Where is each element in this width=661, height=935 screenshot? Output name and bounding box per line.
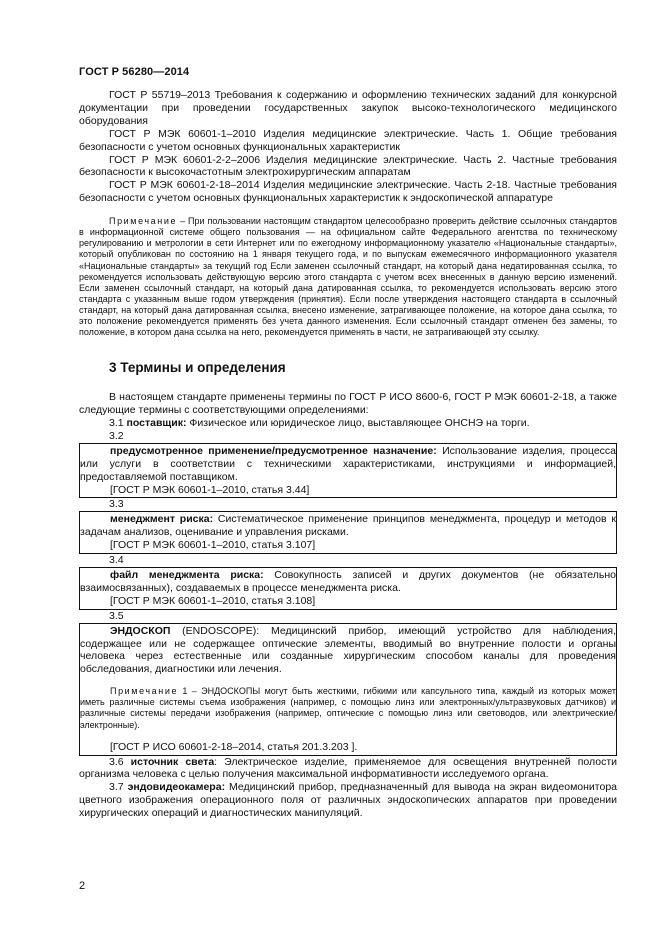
note-label: Примечание — [109, 216, 178, 227]
references-note — [79, 216, 617, 338]
section-intro: В настоящем стандарте применены термины по ГОСТ Р ИСО 8600-6, ГОСТ Р МЭК 60601-2-18, а также следующие термины с соответствующими определениями: — [79, 391, 617, 417]
term-number: 3.3 — [109, 498, 124, 511]
term-source: [ГОСТ Р МЭК 60601-1–2010, статья 3.108] — [110, 594, 316, 607]
term-source: [ГОСТ Р ИСО 60601-2-18–2014, статья 201.3.203 ]. — [110, 740, 358, 753]
term-note — [80, 686, 616, 730]
term-name: предусмотренное применение/предусмотренное назначение: — [110, 444, 437, 457]
note-text: 1 – ЭНДОСКОПЫ могут быть жесткими, гибкими или капсульного типа, каждый из которых может иметь различные системы съема изображения (например, с помощью линз или электронных/ультразвуковых датчиков) и различные системы передачи изображения (например, оптические с помощью линз или световодов, или электрические/электронные). — [80, 686, 616, 730]
term-definition: Систематическое применение принципов менеджмента, процедур и методов к задачам анализов, оценивание и управления рисками. — [80, 513, 616, 539]
term-definition: (ENDOSCOPE): Медицинский прибор, имеющий устройство для наблюдения, содержащее или не содержащее оптические элементы, вводимый во внутренние полости и органы человека через естественные или созданные хирургическим способом каналы для проведения обследования, диагностики или лечения. — [80, 624, 616, 676]
term-definition: Медицинский прибор, предназначенный для вывода на экран видеомонитора цветного изображения операционного поля от различных эндоскопических аппаратов при проведении хирургических операций и диагностических манипуляций. — [79, 781, 617, 820]
term-name: эндовидеокамера: — [127, 781, 226, 794]
term-definition: Совокупность записей и других документов (не обязательно взаимосвязанных), создаваемых в процессе менеджмента риска. — [80, 568, 616, 594]
note-label: Примечание — [110, 686, 179, 697]
term-name: менеджмент риска: — [110, 513, 214, 526]
term-3-1 — [79, 417, 617, 430]
term-name: файл менеджмента риска: — [110, 568, 264, 581]
term-box-3-3 — [79, 511, 617, 554]
note-text: – При пользовании настоящим стандартом целесообразно проверить действие ссылочных стандартов в информационной системе общего пользования — на официальном сайте Федерального агентства по техническому регулированию и метрологии в сети Интернет или по ежегодному информационному указателю «Национальные стандарты», который опубликован по состоянию на 1 января текущего года, и по выпускам ежемесячного информационного указателя «Национальные стандарты» за текущий год Если заменен ссылочный стандарт, на который дана недатированная ссылка, то рекомендуется использовать действующую версию этого стандарта с учетом всех внесенных в данную версию изменений. Если заменен ссылочный стандарт, на который дана датированная ссылка, то рекомендуется использовать версию этого стандарта с указанным выше годом утверждения (принятия). Если после утверждения настоящего стандарта в ссылочный стандарт, на который дана датированная ссылка, внесено изменение, затрагивающее положение, на которое дана ссылка, то это положение рекомендуется применять без учета данного изменения. Если ссылочный стандарт отменен без замены, то положение, в котором дана ссылка на него, рекомендуется применять в части, не затрагивающей эту ссылку. — [79, 216, 617, 338]
term-entry — [80, 625, 616, 677]
term-name: источник света — [130, 755, 215, 768]
term-entry — [80, 513, 616, 539]
term-definition: Физическое или юридическое лицо, выставляющее ОНСНЭ на торги. — [186, 417, 530, 429]
page-content — [79, 89, 617, 820]
section-title: 3 Термины и определения — [109, 360, 286, 376]
term-box-3-5 — [79, 623, 617, 756]
reference-item: ГОСТ Р 55719–2013 Требования к содержанию и оформлению технических заданий для конкурсной документации при проведении государственных закупок высоко-технологического медицинского оборудования — [79, 89, 617, 127]
page-number: 2 — [79, 880, 86, 892]
term-entry — [80, 569, 616, 595]
term-source: [ГОСТ Р МЭК 60601-1–2010, статья 3.44] — [110, 483, 310, 496]
term-number: 3.4 — [109, 554, 124, 567]
reference-item: ГОСТ Р МЭК 60601-2-2–2006 Изделия медицинские электрические. Часть 2. Частные требования безопасности к высокочастотным электрохирургическим аппаратам — [79, 153, 617, 179]
term-3-6 — [79, 756, 617, 782]
reference-item: ГОСТ Р МЭК 60601-1–2010 Изделия медицинские электрические. Часть 1. Общие требования безопасности с учетом основных функциональных характеристик — [79, 127, 617, 153]
term-number: 3.2 — [109, 429, 124, 442]
term-box-3-4 — [79, 567, 617, 610]
document-header: ГОСТ Р 56280—2014 — [79, 66, 190, 78]
term-number: 3.5 — [109, 609, 124, 622]
term-box-3-2 — [79, 443, 617, 499]
term-number: 3.7 — [109, 781, 124, 794]
term-number: 3.6 — [109, 755, 124, 768]
term-number: 3.1 — [109, 417, 124, 429]
term-entry — [80, 445, 616, 484]
term-3-7 — [79, 781, 617, 820]
reference-item: ГОСТ Р МЭК 60601-2-18–2014 Изделия медицинские электрические. Часть 2-18. Частные требования безопасности с учетом основных функциональных характеристик к эндоскопической аппаратуре — [79, 179, 617, 205]
term-name: ЭНДОСКОП — [110, 624, 171, 637]
term-name: поставщик: — [126, 417, 187, 429]
term-source: [ГОСТ Р МЭК 60601-1–2010, статья 3.107] — [110, 539, 316, 552]
term-definition: Использование изделия, процесса или услуги в соответствии с техническими характеристиками, инструкциями и информацией, предоставляемой поставщиком. — [80, 444, 616, 483]
term-definition: : Электрическое изделие, применяемое для освещения внутренней полости организма человека с целью получения максимальной информативности исследуемого органа. — [79, 755, 618, 781]
